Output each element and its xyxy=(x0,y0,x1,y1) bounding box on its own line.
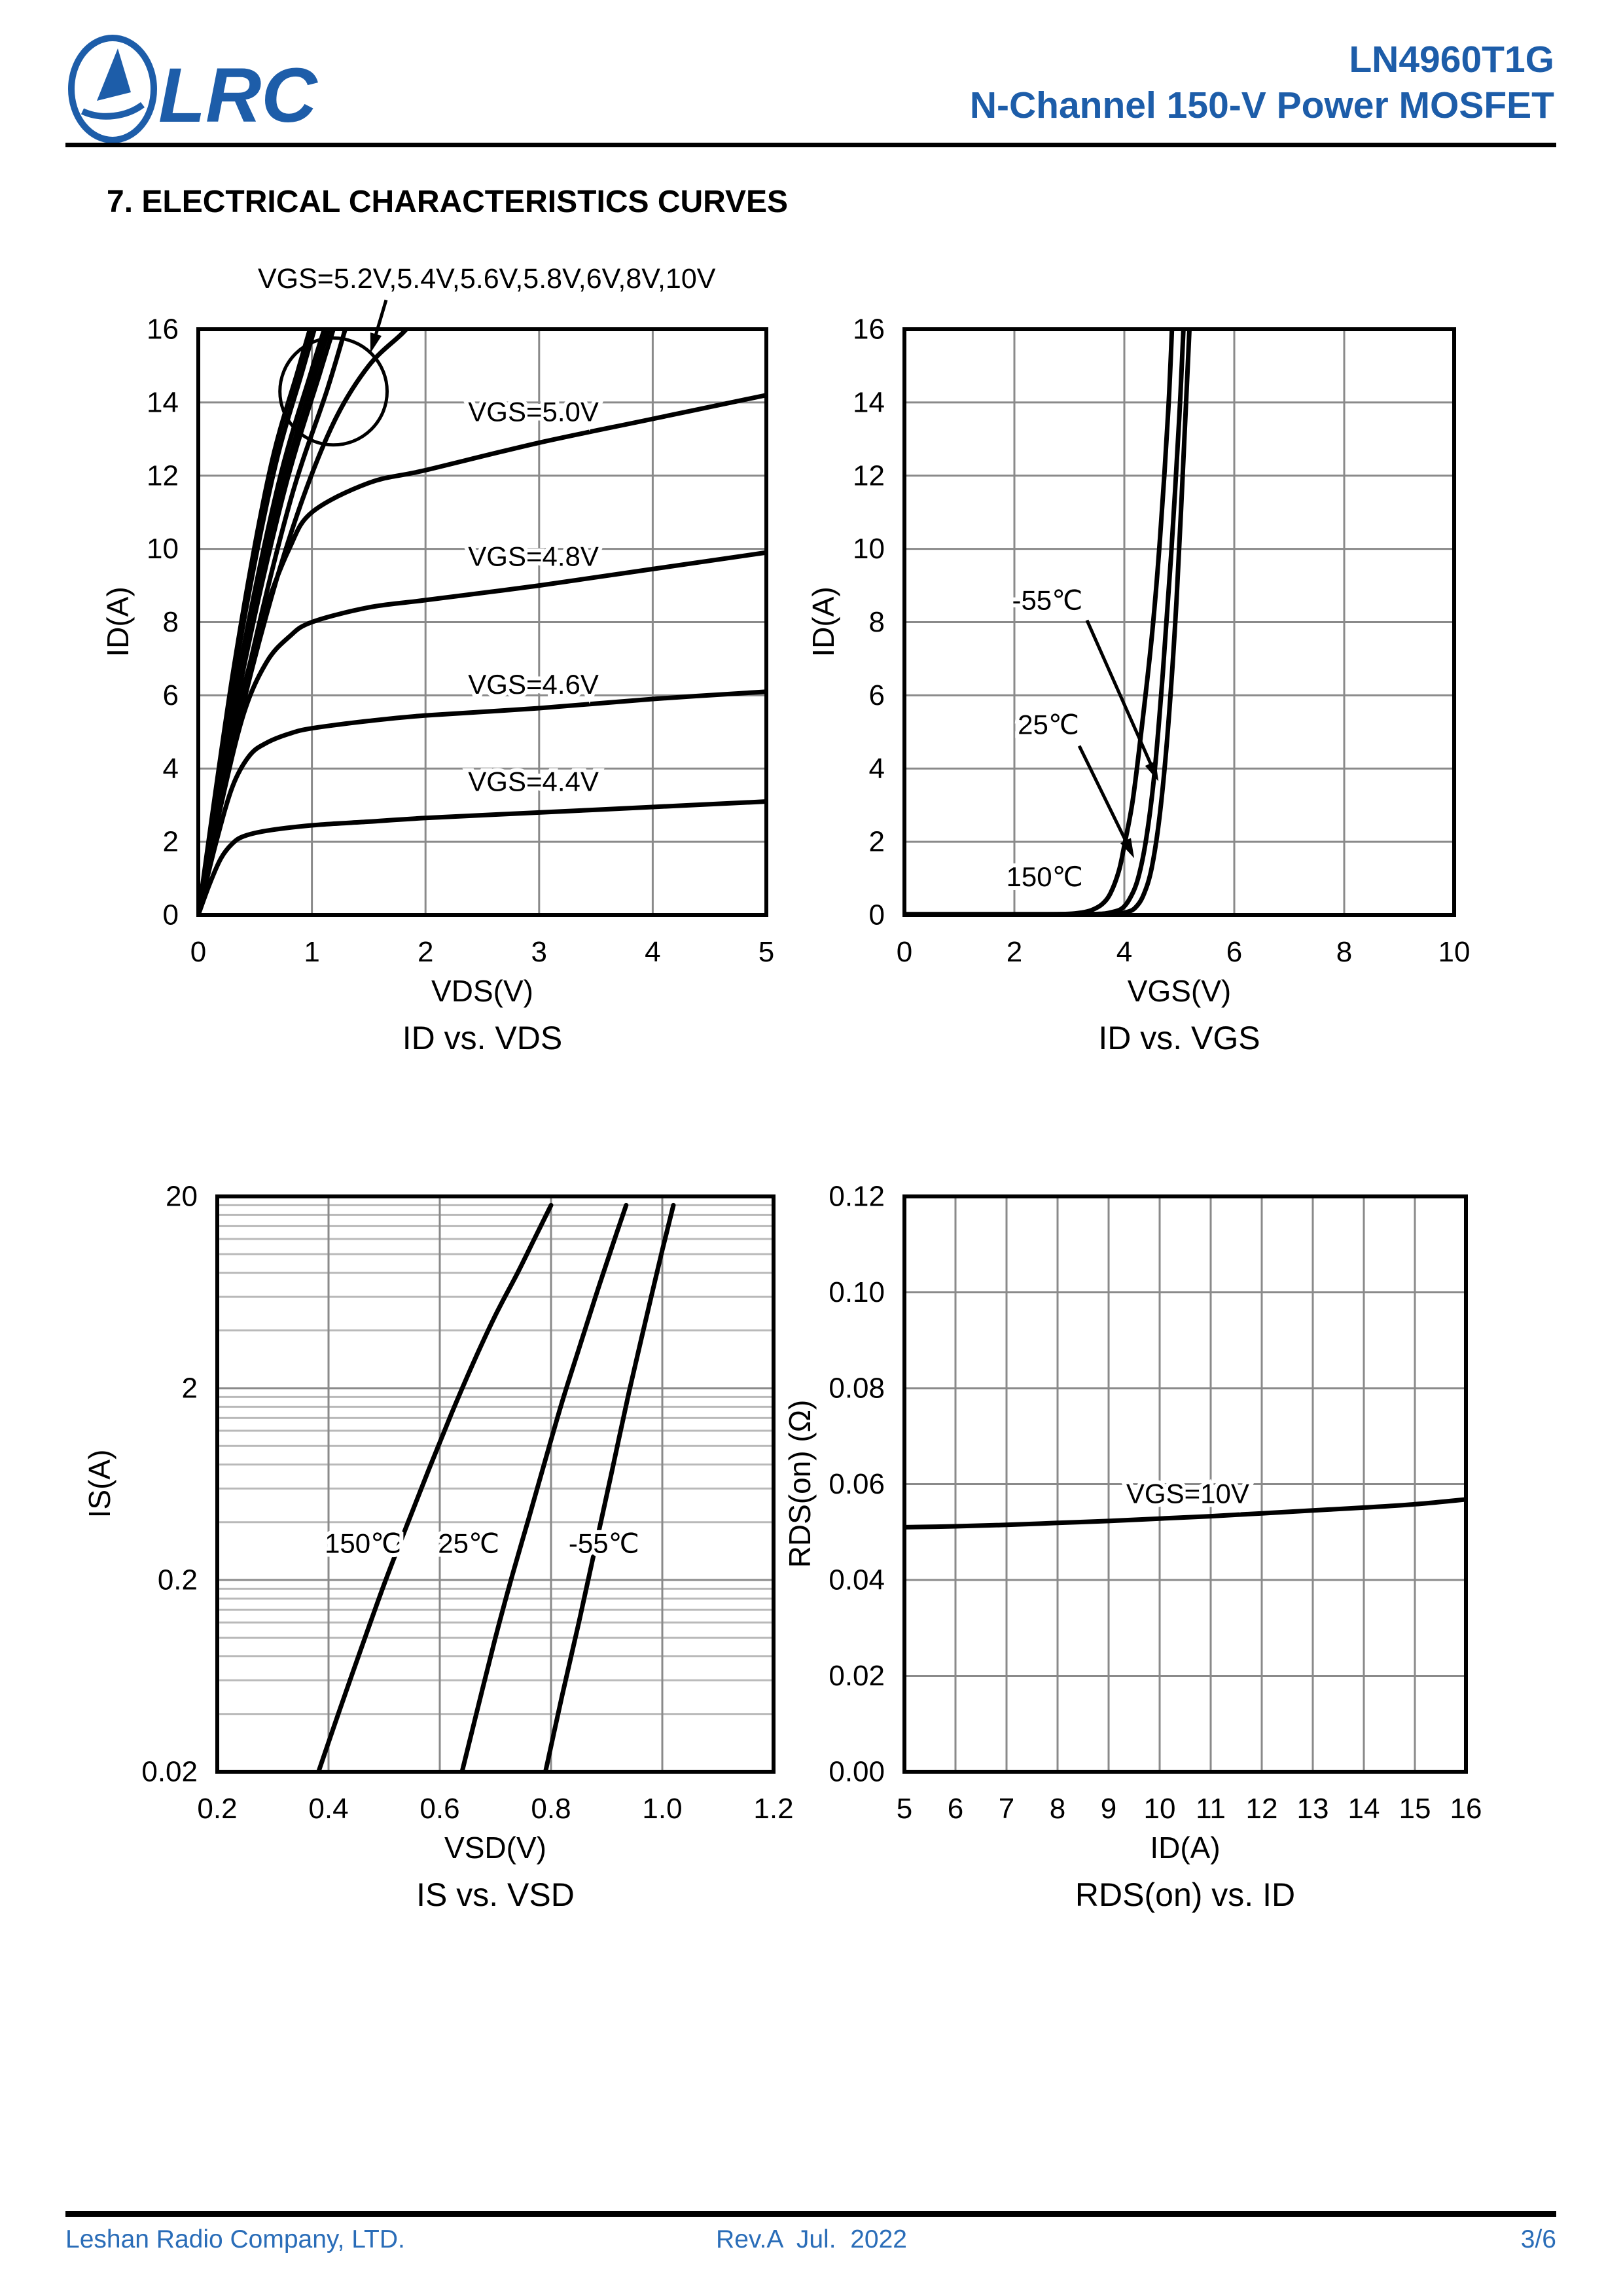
x-tick: 0 xyxy=(896,936,913,969)
y-tick: 6 xyxy=(868,679,885,711)
y-tick: 20 xyxy=(166,1180,198,1213)
y-tick: 0.2 xyxy=(157,1564,198,1596)
annotation-arrow-0 xyxy=(1087,620,1158,781)
curve-labels xyxy=(325,1528,639,1559)
x-tick: 14 xyxy=(1347,1793,1380,1825)
chart-title-id-vds: ID vs. VDS xyxy=(402,1020,563,1056)
x-tick: 8 xyxy=(1049,1793,1066,1825)
chart-title-id-vgs: ID vs. VGS xyxy=(1098,1020,1260,1056)
y-tick: 2 xyxy=(181,1372,198,1405)
x-tick: 0.2 xyxy=(197,1793,238,1825)
curve-label-25: 25℃ xyxy=(438,1528,500,1559)
logo-text: LRC xyxy=(158,52,317,139)
x-tick: 6 xyxy=(1226,936,1243,969)
y-tick: 0 xyxy=(868,899,885,931)
xaxis-label-id: ID(A) xyxy=(1150,1831,1221,1865)
y-tick: 0.06 xyxy=(829,1468,885,1500)
x-tick: 1.0 xyxy=(642,1793,683,1825)
tick-labels xyxy=(141,1181,793,1825)
x-tick: 2 xyxy=(417,936,434,969)
curve-vgs-4-4v xyxy=(198,802,766,915)
curve-label-vgs-5-0v: VGS=5.0V xyxy=(468,396,599,427)
x-tick: 7 xyxy=(998,1793,1015,1825)
part-number: LN4960T1G xyxy=(1349,39,1554,81)
curve-label-150: 150℃ xyxy=(1006,861,1083,892)
x-tick: 1 xyxy=(304,936,320,969)
x-tick: 6 xyxy=(947,1793,964,1825)
curve-labels xyxy=(1126,1479,1249,1509)
annotation-arrow-0 xyxy=(370,300,386,353)
x-tick: 1.2 xyxy=(753,1793,794,1825)
chart-title-is-vsd: IS vs. VSD xyxy=(416,1876,575,1913)
curve-label-vgs-4-4v: VGS=4.4V xyxy=(468,766,599,797)
x-tick: 0.4 xyxy=(308,1793,349,1825)
x-tick: 2 xyxy=(1006,936,1023,969)
y-tick: 10 xyxy=(853,533,885,565)
y-tick: 0.02 xyxy=(829,1660,885,1692)
x-tick: 0.6 xyxy=(419,1793,460,1825)
x-tick: 9 xyxy=(1100,1793,1117,1825)
grid-major xyxy=(217,1196,774,1772)
x-tick: 5 xyxy=(758,936,775,969)
y-tick: 0.02 xyxy=(141,1755,198,1788)
y-tick: 0.12 xyxy=(829,1180,885,1213)
y-tick: 8 xyxy=(162,606,179,638)
x-tick: 0 xyxy=(190,936,207,969)
y-tick: 16 xyxy=(853,313,885,346)
chart-id-vs-vds xyxy=(147,300,774,968)
chart-is-vs-vsd xyxy=(141,1181,793,1825)
curve-label-vgs-4-6v: VGS=4.6V xyxy=(468,669,599,700)
y-tick: 10 xyxy=(147,533,179,565)
footer-revision: Rev.A Jul. 2022 xyxy=(716,2225,907,2253)
y-tick: 14 xyxy=(147,386,179,419)
x-tick: 15 xyxy=(1399,1793,1431,1825)
y-tick: 2 xyxy=(868,825,885,858)
curve-label-55: -55℃ xyxy=(568,1528,639,1559)
curve-label-vgs-4-8v: VGS=4.8V xyxy=(468,541,599,572)
footer-page-number: 3/6 xyxy=(1520,2225,1556,2253)
x-tick: 11 xyxy=(1196,1793,1226,1825)
y-tick: 12 xyxy=(853,459,885,492)
y-tick: 14 xyxy=(853,386,885,419)
x-tick: 12 xyxy=(1245,1793,1278,1825)
chart-rdson-vs-id xyxy=(829,1181,1482,1825)
part-subtitle: N-Channel 150-V Power MOSFET xyxy=(969,84,1554,126)
footer-company: Leshan Radio Company, LTD. xyxy=(65,2225,405,2253)
y-tick: 16 xyxy=(147,313,179,346)
vgs-group-annotation: VGS=5.2V,5.4V,5.6V,5.8V,6V,8V,10V xyxy=(258,263,716,295)
curve-labels xyxy=(1007,584,1083,891)
yaxis-label-rdson: RDS(on) (Ω) xyxy=(783,1399,817,1568)
section-heading: 7. ELECTRICAL CHARACTERISTICS CURVES xyxy=(107,185,788,219)
y-tick: 4 xyxy=(868,752,885,785)
y-tick: 8 xyxy=(868,606,885,638)
y-tick: 0 xyxy=(162,899,179,931)
x-tick: 16 xyxy=(1450,1793,1482,1825)
x-tick: 5 xyxy=(896,1793,913,1825)
y-tick: 0.04 xyxy=(829,1564,885,1596)
yaxis-label-is: IS(A) xyxy=(82,1449,116,1518)
y-tick: 0.00 xyxy=(829,1755,885,1788)
x-tick: 4 xyxy=(1116,936,1133,969)
y-tick: 6 xyxy=(162,679,179,711)
plot-border xyxy=(217,1196,774,1772)
xaxis-label-vsd: VSD(V) xyxy=(444,1831,546,1865)
y-tick: 0.08 xyxy=(829,1372,885,1405)
curve-label-55: -55℃ xyxy=(1012,584,1083,616)
x-tick: 13 xyxy=(1296,1793,1329,1825)
chart-title-rdson-id: RDS(on) vs. ID xyxy=(1075,1876,1296,1913)
x-tick: 0.8 xyxy=(531,1793,571,1825)
yaxis-label-id-2: ID(A) xyxy=(806,586,840,657)
footer-divider xyxy=(65,2211,1556,2217)
xaxis-label-vds: VDS(V) xyxy=(431,974,533,1008)
x-tick: 10 xyxy=(1438,936,1471,969)
yaxis-label-id-1: ID(A) xyxy=(101,586,135,657)
chart-id-vs-vgs xyxy=(853,311,1470,968)
tick-labels xyxy=(853,314,1470,969)
y-tick: 2 xyxy=(162,825,179,858)
curve-label-150: 150℃ xyxy=(325,1528,402,1559)
xaxis-label-vgs: VGS(V) xyxy=(1127,974,1232,1008)
y-tick: 12 xyxy=(147,459,179,492)
y-tick: 4 xyxy=(162,752,179,785)
curve-label-vgs-10v: VGS=10V xyxy=(1126,1478,1249,1509)
curve-label-25: 25℃ xyxy=(1018,709,1080,740)
x-tick: 4 xyxy=(645,936,661,969)
y-tick: 0.10 xyxy=(829,1276,885,1308)
x-tick: 8 xyxy=(1336,936,1353,969)
x-tick: 10 xyxy=(1143,1793,1176,1825)
x-tick: 3 xyxy=(531,936,548,969)
